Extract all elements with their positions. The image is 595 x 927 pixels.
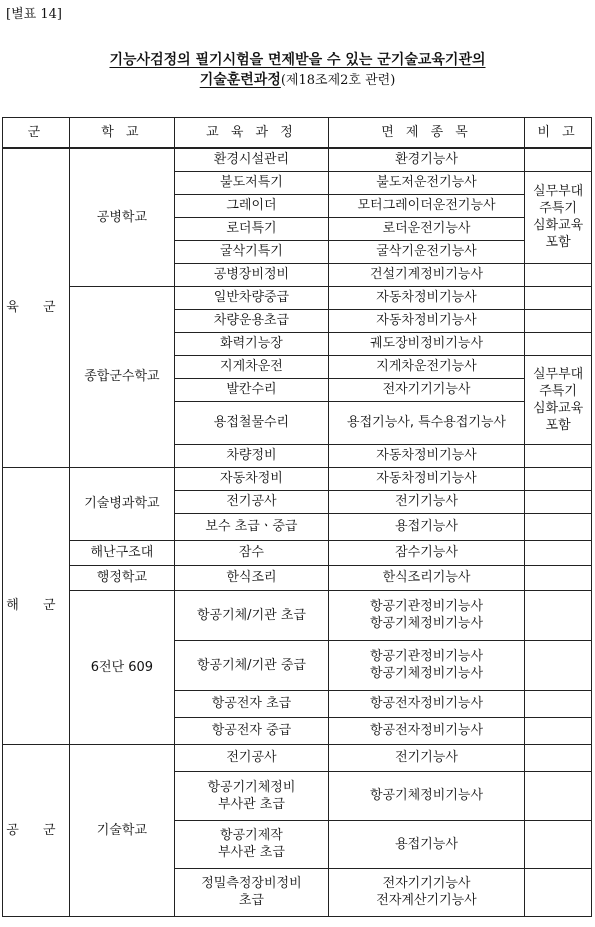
course-cell: 용접철물수리 bbox=[175, 401, 329, 444]
header-note: 비 고 bbox=[525, 118, 592, 149]
course-cell: 항공기체/기관 초급 bbox=[175, 590, 329, 640]
course-cell: 자동차정비 bbox=[175, 467, 329, 490]
course-cell: 발칸수리 bbox=[175, 378, 329, 401]
note-cell bbox=[525, 771, 592, 820]
exempt-cell: 항공전자정비기능사 bbox=[328, 690, 524, 717]
course-line: 부사관 초급 bbox=[217, 796, 285, 812]
table-row bbox=[3, 148, 592, 171]
exempt-line: 항공기체정비기능사 bbox=[370, 666, 484, 681]
course-cell: 차량정비 bbox=[175, 444, 329, 467]
header-school: 학 교 bbox=[69, 118, 174, 149]
note-cell bbox=[525, 868, 592, 916]
exempt-line: 전자기기기능사 bbox=[382, 876, 471, 891]
title-line-1: 기능사검정의 필기시험을 면제받을 수 있는 군기술교육기관의 bbox=[109, 52, 486, 68]
course-cell: 항공기체/기관 중급 bbox=[175, 640, 329, 690]
course-cell bbox=[175, 771, 329, 820]
course-line: 정밀측정장비정비 bbox=[201, 876, 302, 891]
note-cell bbox=[525, 540, 592, 565]
course-cell: 항공전자 중급 bbox=[175, 717, 329, 744]
exempt-cell: 환경기능사 bbox=[328, 148, 524, 171]
note-cell bbox=[525, 263, 592, 286]
document-title bbox=[0, 50, 595, 91]
note-cell bbox=[525, 171, 592, 263]
header-course: 교 육 과 정 bbox=[175, 118, 329, 149]
note-cell bbox=[525, 309, 592, 332]
course-cell: 로더특기 bbox=[175, 217, 329, 240]
note-cell bbox=[525, 467, 592, 490]
course-cell: 전기공사 bbox=[175, 490, 329, 513]
exempt-cell: 자동차정비기능사 bbox=[328, 467, 524, 490]
note-line: 실무부대 bbox=[532, 366, 584, 382]
course-cell bbox=[175, 868, 329, 916]
course-cell: 공병장비정비 bbox=[175, 263, 329, 286]
exempt-line: 항공기관정비기능사 bbox=[370, 649, 484, 664]
note-line: 포함 bbox=[545, 417, 571, 433]
note-cell bbox=[525, 355, 592, 444]
exempt-cell: 모터그레이더운전기능사 bbox=[328, 194, 524, 217]
exempt-cell: 궤도장비정비기능사 bbox=[328, 332, 524, 355]
header-exempt: 면 제 종 목 bbox=[328, 118, 524, 149]
table-row bbox=[3, 286, 592, 309]
note-cell bbox=[525, 148, 592, 171]
table-row bbox=[3, 744, 592, 771]
note-line: 주특기 bbox=[539, 383, 577, 399]
exempt-cell: 전자기기기능사 bbox=[328, 378, 524, 401]
exempt-cell: 자동차정비기능사 bbox=[328, 286, 524, 309]
exempt-cell: 항공전자정비기능사 bbox=[328, 717, 524, 744]
school-cell: 기술병과학교 bbox=[69, 467, 174, 540]
exempt-cell: 잠수기능사 bbox=[328, 540, 524, 565]
note-line: 실무부대 bbox=[532, 184, 584, 199]
table-header-row bbox=[3, 118, 592, 149]
course-cell: 환경시설관리 bbox=[175, 148, 329, 171]
school-cell: 해난구조대 bbox=[69, 540, 174, 565]
exempt-cell: 용접기능사 bbox=[328, 820, 524, 868]
note-cell bbox=[525, 820, 592, 868]
course-line: 부사관 초급 bbox=[217, 845, 285, 860]
course-cell: 항공전자 초급 bbox=[175, 690, 329, 717]
school-cell: 종합군수학교 bbox=[69, 286, 174, 467]
note-cell bbox=[525, 490, 592, 513]
exempt-cell: 자동차정비기능사 bbox=[328, 309, 524, 332]
exempt-line: 전자계산기기능사 bbox=[376, 893, 477, 908]
exempt-cell bbox=[328, 868, 524, 916]
branch-navy: 해 군 bbox=[3, 467, 70, 744]
course-cell bbox=[175, 820, 329, 868]
exempt-cell: 항공기체정비기능사 bbox=[328, 771, 524, 820]
annex-label: [별표 14] bbox=[6, 7, 62, 22]
exempt-cell: 전기기능사 bbox=[328, 744, 524, 771]
course-line: 초급 bbox=[238, 893, 264, 908]
exempt-cell: 자동차정비기능사 bbox=[328, 444, 524, 467]
exempt-cell: 한식조리기능사 bbox=[328, 565, 524, 590]
course-cell: 불도저특기 bbox=[175, 171, 329, 194]
course-cell: 잠수 bbox=[175, 540, 329, 565]
table-row bbox=[3, 467, 592, 490]
exempt-cell: 용접기능사 bbox=[328, 513, 524, 540]
exempt-cell: 불도저운전기능사 bbox=[328, 171, 524, 194]
note-cell bbox=[525, 444, 592, 467]
school-cell: 공병학교 bbox=[69, 148, 174, 286]
note-cell bbox=[525, 286, 592, 309]
course-cell: 지게차운전 bbox=[175, 355, 329, 378]
note-cell bbox=[525, 590, 592, 640]
note-cell bbox=[525, 332, 592, 355]
note-line: 포함 bbox=[545, 235, 571, 250]
note-cell bbox=[525, 690, 592, 717]
note-cell bbox=[525, 717, 592, 744]
branch-airforce: 공 군 bbox=[3, 744, 70, 916]
course-cell: 보수 초급ㆍ중급 bbox=[175, 513, 329, 540]
exempt-cell bbox=[328, 640, 524, 690]
title-line-2: 기술훈련과정 bbox=[199, 72, 281, 88]
school-cell: 행정학교 bbox=[69, 565, 174, 590]
table-row bbox=[3, 565, 592, 590]
note-line: 심화교육 bbox=[532, 218, 584, 233]
note-line: 심화교육 bbox=[532, 400, 584, 416]
note-cell bbox=[525, 640, 592, 690]
course-cell: 화력기능장 bbox=[175, 332, 329, 355]
course-line: 항공기제작 bbox=[220, 828, 283, 843]
title-reference: (제18조제2호 관련) bbox=[280, 73, 396, 88]
note-line: 주특기 bbox=[539, 201, 577, 216]
school-cell: 6전단 609 bbox=[69, 590, 174, 744]
exempt-cell: 굴삭기운전기능사 bbox=[328, 240, 524, 263]
course-cell: 전기공사 bbox=[175, 744, 329, 771]
exempt-cell: 전기기능사 bbox=[328, 490, 524, 513]
exempt-cell: 건설기계정비기능사 bbox=[328, 263, 524, 286]
note-cell bbox=[525, 565, 592, 590]
course-cell: 굴삭기특기 bbox=[175, 240, 329, 263]
exempt-line: 항공기체정비기능사 bbox=[370, 616, 484, 631]
table-row bbox=[3, 540, 592, 565]
exempt-cell: 용접기능사, 특수용접기능사 bbox=[328, 401, 524, 444]
branch-army: 육 군 bbox=[3, 148, 70, 467]
course-cell: 한식조리 bbox=[175, 565, 329, 590]
note-cell bbox=[525, 513, 592, 540]
note-cell bbox=[525, 744, 592, 771]
course-cell: 차량운용초급 bbox=[175, 309, 329, 332]
exempt-cell: 지게차운전기능사 bbox=[328, 355, 524, 378]
table-row bbox=[3, 590, 592, 640]
exempt-cell: 로더운전기능사 bbox=[328, 217, 524, 240]
training-course-table bbox=[2, 117, 592, 917]
course-line: 항공기기체정비 bbox=[207, 779, 296, 795]
exempt-cell bbox=[328, 590, 524, 640]
course-cell: 일반차량중급 bbox=[175, 286, 329, 309]
school-cell: 기술학교 bbox=[69, 744, 174, 916]
header-branch: 군 bbox=[3, 118, 70, 149]
course-cell: 그레이더 bbox=[175, 194, 329, 217]
exempt-line: 항공기관정비기능사 bbox=[370, 599, 484, 614]
